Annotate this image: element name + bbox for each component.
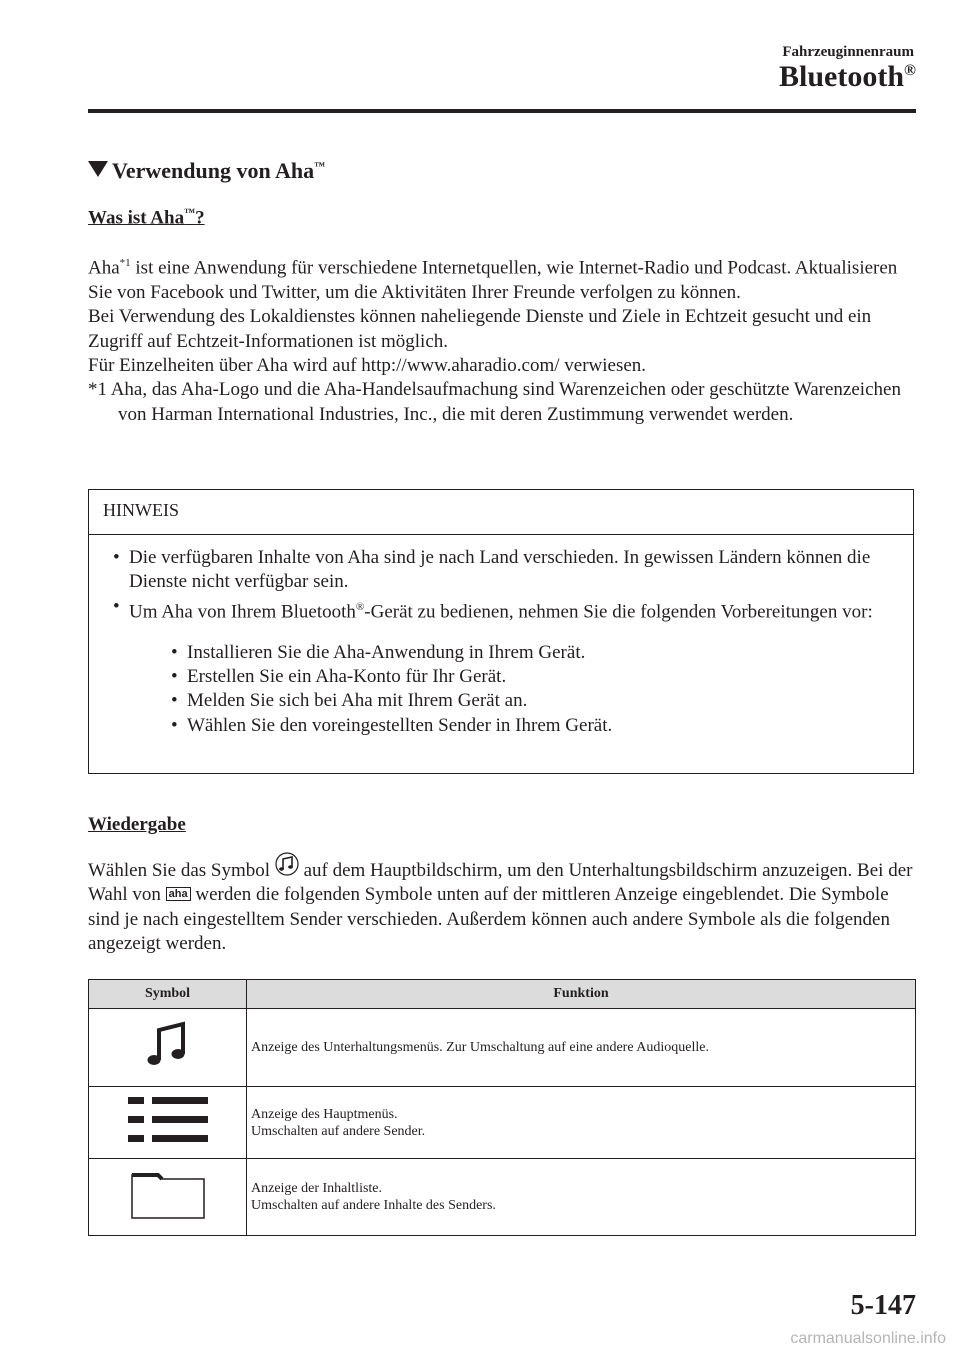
music-note-icon <box>143 1020 193 1070</box>
table-row <box>89 1087 916 1159</box>
bullet: • <box>113 547 120 568</box>
subheading-end: ? <box>195 207 205 229</box>
subheading-text: Was ist Aha <box>88 207 185 229</box>
footnote-ref: *1 <box>119 257 131 269</box>
function-line: Anzeige des Hauptmenüs. <box>251 1106 398 1122</box>
running-header-section: Fahrzeuginnenraum <box>782 44 914 60</box>
function-cell <box>247 1009 916 1087</box>
note-sub-item <box>129 665 903 689</box>
bullet: • <box>113 595 120 617</box>
paragraph-local-service: Bei Verwendung des Lokaldienstes können naheliegende Dienste und Ziele in Echtzeit gesucht und ein Zugriff auf Echtzeit-Informationen ist möglich. <box>88 306 872 352</box>
table-row <box>89 1159 916 1236</box>
note-item-text: Um Aha von Ihrem Bluetooth <box>129 601 356 623</box>
note-sub-item <box>129 714 903 738</box>
note-sub-item-text: Melden Sie sich bei Aha mit Ihrem Gerät an. <box>187 690 528 712</box>
trademark-mark: ™ <box>314 160 326 173</box>
what-is-aha-body <box>88 251 918 427</box>
bullet: • <box>171 665 178 687</box>
function-cell <box>247 1087 916 1159</box>
header-rule <box>88 109 916 113</box>
note-sub-item-text: Installieren Sie die Aha-Anwendung in Ihrem Gerät. <box>187 641 586 663</box>
section-title: Verwendung von Aha <box>112 158 315 183</box>
triangle-down-icon <box>88 161 108 177</box>
text-aha: Aha <box>88 257 120 279</box>
paragraph-website: Für Einzelheiten über Aha wird auf http://www.aharadio.com/ verwiesen. <box>88 354 647 376</box>
folder-icon <box>131 1171 205 1219</box>
note-title: HINWEIS <box>103 500 179 520</box>
note-item <box>89 546 915 595</box>
function-line: Anzeige der Inhaltliste. <box>251 1181 383 1196</box>
note-sub-list <box>129 641 903 739</box>
note-sub-item-text: Wählen Sie den voreingestellten Sender in Ihrem Gerät. <box>187 714 613 736</box>
list-menu-icon <box>128 1094 208 1146</box>
function-cell <box>247 1159 916 1236</box>
running-header-chapter <box>779 60 916 94</box>
note-divider <box>89 534 913 535</box>
header-symbol: Symbol <box>89 980 247 1009</box>
function-line: Umschalten auf andere Inhalte des Senders. <box>251 1198 496 1213</box>
subheading-what-is-aha <box>88 207 205 229</box>
symbol-cell <box>89 1087 247 1159</box>
text-part: Wählen Sie das Symbol <box>88 860 275 881</box>
paragraph-intro <box>88 251 918 305</box>
playback-body <box>88 852 918 957</box>
text-part: auf dem Hauptbildschirm, um den Unterhaltungsbildschirm anzuzeigen. Bei der Wahl von <box>88 860 913 906</box>
text-intro-rest: ist eine Anwendung für verschiedene Internetquellen, wie Internet-Radio und Podcast. Aktualisieren Sie von Facebook und Twitter, um die Aktivitäten Ihrer Freunde verfolgen zu können. <box>88 257 898 303</box>
header-function: Funktion <box>247 980 916 1009</box>
note-item-text: Die verfügbaren Inhalte von Aha sind je nach Land verschieden. In gewissen Ländern können die Dienste nicht verfügbar sein. <box>129 547 871 593</box>
note-sub-item-text: Erstellen Sie ein Aha-Konto für Ihr Gerät. <box>187 665 507 687</box>
note-sub-item <box>129 641 903 665</box>
symbol-table <box>88 979 916 1236</box>
symbol-cell <box>89 1159 247 1236</box>
note-item <box>89 595 915 738</box>
bullet: • <box>171 714 178 736</box>
function-line: Anzeige des Unterhaltungsmenüs. Zur Umschaltung auf eine andere Audioquelle. <box>251 1040 709 1055</box>
bullet: • <box>171 690 178 712</box>
note-list <box>89 546 915 738</box>
page-number: 5-147 <box>850 1290 916 1321</box>
table-row <box>89 1009 916 1087</box>
registered-mark: ® <box>355 600 365 613</box>
bullet: • <box>171 641 178 663</box>
note-box <box>88 489 914 774</box>
chapter-title: Bluetooth <box>779 60 905 93</box>
function-line: Umschalten auf andere Sender. <box>251 1123 426 1139</box>
paragraph-playback <box>88 852 918 957</box>
table-header-row <box>89 980 916 1009</box>
aha-icon: aha <box>166 887 191 901</box>
music-note-icon <box>275 852 299 878</box>
note-sub-item <box>129 689 903 713</box>
registered-mark: ® <box>904 62 916 79</box>
text-part: werden die folgenden Symbole unten auf der mittleren Anzeige eingeblendet. Die Symbole sind je nach eingestelltem Sender verschieden. Außerdem können auch andere Symbole als die folgenden angezeigt werden. <box>88 884 890 955</box>
footnote: *1 Aha, das Aha-Logo und die Aha-Handelsaufmachung sind Warenzeichen oder geschützte Warenzeichen von Harman International Industries, Inc., die mit deren Zustimmung verwendet werden. <box>88 379 901 425</box>
watermark: carmanualsonline.info <box>790 1330 946 1347</box>
symbol-cell <box>89 1009 247 1087</box>
subheading-playback: Wiedergabe <box>88 814 186 835</box>
section-heading <box>88 158 325 184</box>
note-item-text-rest: -Gerät zu bedienen, nehmen Sie die folgenden Vorbereitungen vor: <box>364 601 873 623</box>
trademark-mark: ™ <box>184 207 196 219</box>
